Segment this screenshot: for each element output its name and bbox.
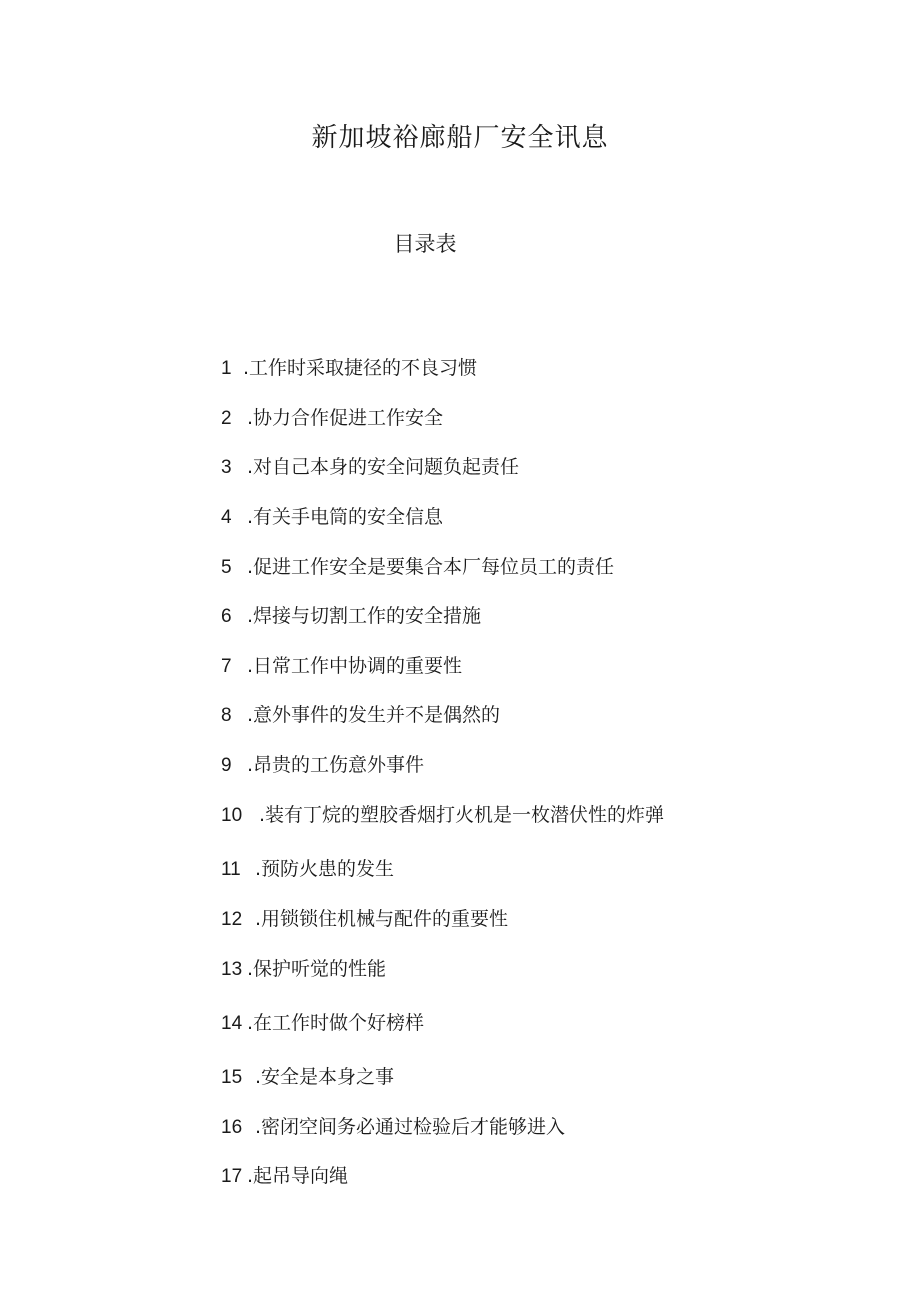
toc-item-number: 16 — [221, 1117, 243, 1138]
toc-item-title: .对自己本身的安全问题负起责任 — [247, 456, 520, 478]
toc-item — [221, 502, 443, 532]
toc-item-number: 14 — [221, 1013, 243, 1034]
toc-item — [221, 1161, 348, 1191]
toc-item — [221, 651, 462, 681]
toc-item — [221, 403, 443, 433]
toc-item — [221, 552, 614, 582]
toc-item — [221, 1008, 424, 1038]
toc-item-title: .意外事件的发生并不是偶然的 — [247, 704, 501, 726]
toc-item — [221, 904, 508, 934]
toc-item-title: .日常工作中协调的重要性 — [247, 655, 463, 677]
toc-item-title: .起吊导向绳 — [247, 1165, 349, 1187]
toc-item-title: .预防火患的发生 — [255, 858, 395, 880]
toc-item-title: .保护听觉的性能 — [247, 958, 387, 980]
toc-item-number: 7 — [221, 656, 232, 677]
toc-item-title: .用锁锁住机械与配件的重要性 — [255, 908, 509, 930]
toc-item-number: 12 — [221, 909, 243, 930]
toc-item — [221, 452, 519, 482]
toc-item-title: .焊接与切割工作的安全措施 — [247, 605, 482, 627]
toc-item-number: 4 — [221, 507, 232, 528]
toc-item-number: 13 — [221, 959, 243, 980]
toc-item-number: 6 — [221, 606, 232, 627]
toc-item-title: .安全是本身之事 — [255, 1066, 395, 1088]
toc-item-number: 15 — [221, 1067, 243, 1088]
toc-item-title: .协力合作促进工作安全 — [247, 407, 444, 429]
toc-item-number: 5 — [221, 557, 232, 578]
toc-item-title: .装有丁烷的塑胶香烟打火机是一枚潜伏性的炸弹 — [259, 804, 665, 826]
toc-item — [221, 854, 394, 884]
toc-item-number: 11 — [221, 859, 241, 880]
toc-item-title: .在工作时做个好榜样 — [247, 1012, 425, 1034]
toc-item-title: .有关手电筒的安全信息 — [247, 506, 444, 528]
toc-item-title: .工作时采取捷径的不良习惯 — [243, 357, 478, 379]
toc-item — [221, 700, 500, 730]
toc-item-title: .促进工作安全是要集合本厂每位员工的责任 — [247, 556, 615, 578]
toc-item — [221, 1112, 565, 1142]
toc-item — [221, 954, 386, 984]
toc-item-number: 8 — [221, 705, 232, 726]
toc-item-number: 1 — [221, 358, 232, 379]
toc-item-number: 2 — [221, 408, 232, 429]
toc-item — [221, 353, 477, 383]
toc-item-title: .昂贵的工伤意外事件 — [247, 754, 425, 776]
toc-item-number: 17 — [221, 1166, 243, 1187]
document-title: 新加坡裕廊船厂安全讯息 — [311, 123, 609, 153]
toc-item — [221, 1062, 394, 1092]
toc-item — [221, 800, 664, 830]
toc-item-number: 10 — [221, 805, 243, 826]
toc-item-number: 3 — [221, 457, 232, 478]
toc-item — [221, 750, 424, 780]
toc-item — [221, 601, 481, 631]
toc-heading: 目录表 — [393, 232, 457, 256]
toc-item-title: .密闭空间务必通过检验后才能够进入 — [255, 1116, 566, 1138]
toc-item-number: 9 — [221, 755, 232, 776]
